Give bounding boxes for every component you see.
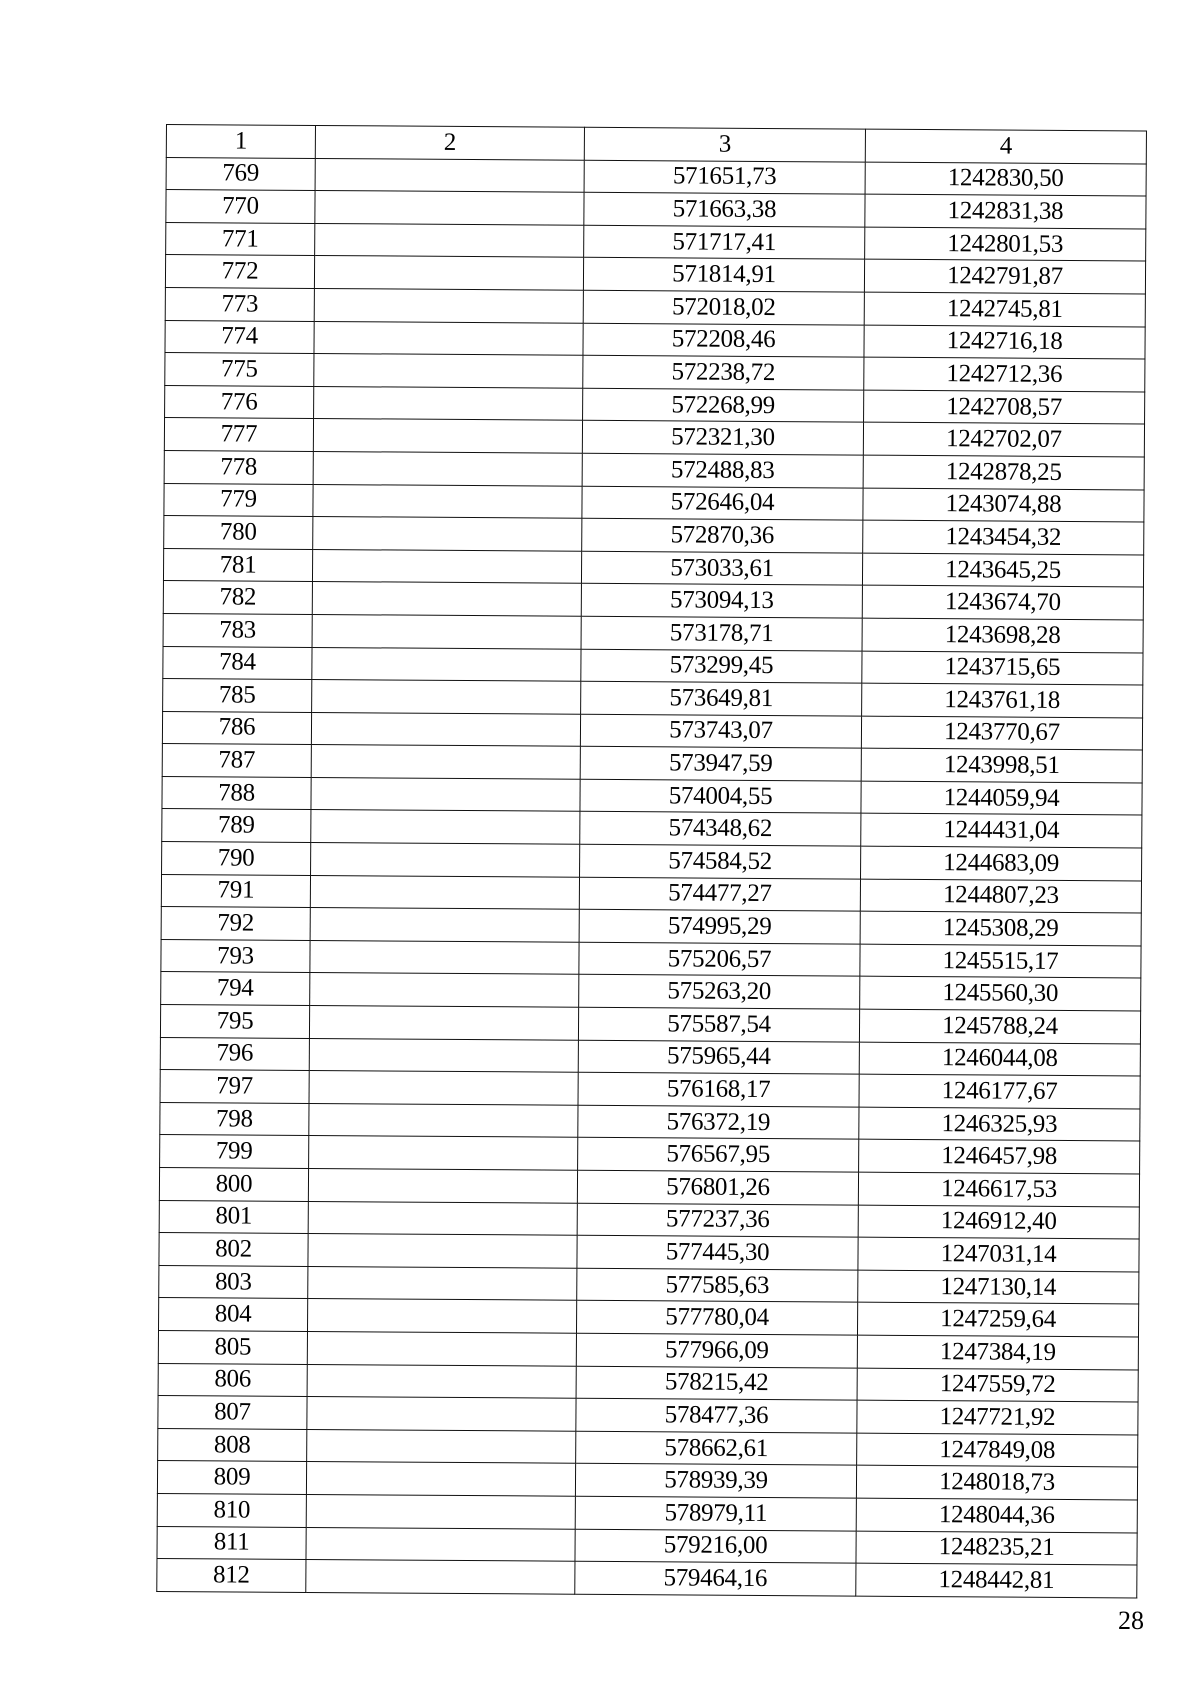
- cell-coord-y: 1243761,18: [862, 683, 1143, 717]
- cell-point-number: 798: [160, 1102, 309, 1136]
- header-col-3: 3: [584, 127, 865, 161]
- cell-coord-y: 1242831,38: [865, 194, 1146, 228]
- cell-coord-x: 572268,99: [583, 388, 864, 422]
- cell-point-number: 802: [159, 1233, 308, 1267]
- cell-empty: [311, 777, 580, 811]
- cell-empty: [307, 1397, 576, 1431]
- cell-coord-x: 575263,20: [579, 975, 860, 1009]
- cell-coord-x: 578939,39: [575, 1464, 856, 1498]
- cell-empty: [313, 484, 582, 518]
- cell-coord-x: 578979,11: [575, 1496, 856, 1530]
- cell-coord-x: 574995,29: [579, 910, 860, 944]
- cell-point-number: 807: [158, 1396, 307, 1430]
- cell-empty: [315, 223, 584, 257]
- cell-empty: [315, 191, 584, 225]
- cell-coord-x: 578477,36: [576, 1398, 857, 1432]
- cell-point-number: 811: [157, 1526, 306, 1560]
- cell-coord-x: 571651,73: [584, 160, 865, 194]
- cell-point-number: 801: [159, 1200, 308, 1234]
- cell-coord-x: 572646,04: [582, 486, 863, 520]
- cell-coord-y: 1245560,30: [860, 977, 1141, 1011]
- cell-coord-x: 576801,26: [577, 1170, 858, 1204]
- cell-coord-x: 579216,00: [575, 1529, 856, 1563]
- cell-empty: [311, 745, 580, 779]
- cell-coord-x: 572488,83: [582, 453, 863, 487]
- cell-coord-x: 574348,62: [580, 812, 861, 846]
- cell-coord-x: 575965,44: [578, 1040, 859, 1074]
- cell-coord-x: 572238,72: [583, 355, 864, 389]
- cell-coord-x: 571663,38: [584, 192, 865, 226]
- cell-empty: [307, 1429, 576, 1463]
- cell-coord-x: 577585,63: [577, 1268, 858, 1302]
- table-row: [157, 1559, 1137, 1598]
- cell-coord-x: 573033,61: [581, 551, 862, 585]
- cell-point-number: 797: [160, 1070, 309, 1104]
- cell-coord-x: 571814,91: [583, 258, 864, 292]
- cell-coord-y: 1242791,87: [864, 260, 1145, 294]
- cell-point-number: 808: [158, 1428, 307, 1462]
- cell-coord-y: 1243674,70: [862, 585, 1143, 619]
- cell-coord-x: 575587,54: [578, 1007, 859, 1041]
- cell-coord-x: 579464,16: [575, 1561, 856, 1595]
- header-col-1: 1: [166, 125, 315, 159]
- cell-empty: [308, 1266, 577, 1300]
- coordinates-table: [156, 124, 1147, 1598]
- cell-point-number: 776: [165, 385, 314, 419]
- cell-empty: [308, 1234, 577, 1268]
- cell-point-number: 790: [162, 842, 311, 876]
- cell-coord-y: 1247721,92: [857, 1400, 1138, 1434]
- cell-point-number: 796: [160, 1037, 309, 1071]
- cell-coord-x: 578662,61: [576, 1431, 857, 1465]
- cell-point-number: 793: [161, 939, 310, 973]
- cell-coord-y: 1242702,07: [863, 422, 1144, 456]
- cell-point-number: 784: [163, 646, 312, 680]
- cell-coord-y: 1248044,36: [856, 1498, 1137, 1532]
- cell-coord-x: 577237,36: [577, 1203, 858, 1237]
- cell-coord-x: 576168,17: [578, 1072, 859, 1106]
- cell-point-number: 791: [161, 874, 310, 908]
- cell-coord-y: 1246617,53: [858, 1172, 1139, 1206]
- header-col-2: 2: [315, 125, 584, 159]
- cell-empty: [310, 908, 579, 942]
- cell-coord-x: 573947,59: [580, 747, 861, 781]
- cell-empty: [309, 1136, 578, 1170]
- cell-coord-y: 1247031,14: [858, 1237, 1139, 1271]
- cell-coord-x: 577445,30: [577, 1235, 858, 1269]
- cell-empty: [310, 940, 579, 974]
- cell-coord-y: 1243698,28: [862, 618, 1143, 652]
- cell-coord-x: 573649,81: [581, 681, 862, 715]
- cell-coord-y: 1247559,72: [857, 1368, 1138, 1402]
- cell-coord-y: 1247849,08: [857, 1433, 1138, 1467]
- cell-coord-x: 576567,95: [578, 1138, 859, 1172]
- cell-point-number: 803: [159, 1265, 308, 1299]
- cell-point-number: 774: [165, 320, 314, 354]
- cell-point-number: 799: [160, 1135, 309, 1169]
- cell-empty: [311, 712, 580, 746]
- cell-coord-y: 1248018,73: [856, 1465, 1137, 1499]
- cell-coord-y: 1243074,88: [863, 488, 1144, 522]
- cell-empty: [308, 1168, 577, 1202]
- cell-coord-y: 1242712,36: [864, 357, 1145, 391]
- cell-point-number: 804: [158, 1298, 307, 1332]
- cell-empty: [314, 386, 583, 420]
- cell-coord-y: 1246044,08: [859, 1042, 1140, 1076]
- cell-coord-y: 1245515,17: [860, 944, 1141, 978]
- cell-empty: [306, 1462, 575, 1496]
- cell-empty: [312, 647, 581, 681]
- cell-coord-x: 576372,19: [578, 1105, 859, 1139]
- cell-coord-y: 1248235,21: [856, 1531, 1137, 1565]
- cell-point-number: 792: [161, 907, 310, 941]
- cell-coord-y: 1242830,50: [865, 162, 1146, 196]
- cell-coord-y: 1246912,40: [858, 1205, 1139, 1239]
- cell-coord-y: 1247259,64: [857, 1302, 1138, 1336]
- cell-point-number: 782: [163, 581, 312, 615]
- cell-point-number: 773: [165, 287, 314, 321]
- cell-empty: [314, 288, 583, 322]
- cell-empty: [309, 1071, 578, 1105]
- cell-empty: [307, 1331, 576, 1365]
- cell-point-number: 806: [158, 1363, 307, 1397]
- cell-coord-x: 575206,57: [579, 942, 860, 976]
- cell-coord-x: 577780,04: [576, 1301, 857, 1335]
- cell-point-number: 785: [163, 679, 312, 713]
- cell-empty: [307, 1299, 576, 1333]
- cell-coord-y: 1242716,18: [864, 325, 1145, 359]
- cell-coord-y: 1248442,81: [856, 1563, 1137, 1597]
- cell-point-number: 780: [164, 516, 313, 550]
- cell-empty: [311, 810, 580, 844]
- cell-point-number: 800: [159, 1167, 308, 1201]
- cell-coord-x: 571717,41: [584, 225, 865, 259]
- cell-empty: [314, 321, 583, 355]
- cell-coord-x: 574584,52: [580, 844, 861, 878]
- table-body: [157, 157, 1146, 1598]
- cell-point-number: 795: [160, 1005, 309, 1039]
- page-number: 28: [1118, 1606, 1144, 1635]
- cell-coord-y: 1247130,14: [858, 1270, 1139, 1304]
- cell-coord-y: 1246177,67: [859, 1074, 1140, 1108]
- cell-coord-y: 1244431,04: [861, 814, 1142, 848]
- cell-coord-x: 572018,02: [583, 290, 864, 324]
- cell-point-number: 805: [158, 1330, 307, 1364]
- cell-point-number: 812: [157, 1559, 306, 1593]
- cell-point-number: 794: [161, 972, 310, 1006]
- cell-point-number: 810: [157, 1493, 306, 1527]
- cell-point-number: 783: [163, 613, 312, 647]
- cell-coord-y: 1243770,67: [861, 716, 1142, 750]
- cell-coord-x: 578215,42: [576, 1366, 857, 1400]
- cell-coord-y: 1243454,32: [863, 520, 1144, 554]
- cell-point-number: 771: [166, 222, 315, 256]
- cell-coord-x: 573299,45: [581, 649, 862, 683]
- cell-coord-y: 1244807,23: [860, 879, 1141, 913]
- cell-empty: [314, 256, 583, 290]
- cell-coord-y: 1242745,81: [864, 292, 1145, 326]
- cell-point-number: 788: [162, 776, 311, 810]
- cell-coord-y: 1244683,09: [861, 846, 1142, 880]
- cell-coord-y: 1243645,25: [862, 553, 1143, 587]
- cell-coord-y: 1242801,53: [865, 227, 1146, 261]
- cell-coord-x: 572321,30: [582, 421, 863, 455]
- cell-empty: [307, 1364, 576, 1398]
- cell-point-number: 779: [164, 483, 313, 517]
- cell-coord-y: 1246325,93: [859, 1107, 1140, 1141]
- cell-coord-x: 573178,71: [581, 616, 862, 650]
- cell-point-number: 772: [165, 255, 314, 289]
- cell-coord-x: 573094,13: [581, 584, 862, 618]
- cell-coord-y: 1247384,19: [857, 1335, 1138, 1369]
- cell-coord-y: 1246457,98: [859, 1140, 1140, 1174]
- cell-coord-y: 1245788,24: [859, 1009, 1140, 1043]
- cell-coord-x: 577966,09: [576, 1333, 857, 1367]
- cell-empty: [310, 875, 579, 909]
- cell-empty: [312, 680, 581, 714]
- cell-point-number: 770: [166, 190, 315, 224]
- cell-point-number: 778: [164, 450, 313, 484]
- cell-point-number: 787: [162, 744, 311, 778]
- cell-empty: [306, 1560, 575, 1594]
- cell-empty: [315, 158, 584, 192]
- cell-empty: [311, 843, 580, 877]
- cell-empty: [312, 582, 581, 616]
- cell-point-number: 781: [163, 548, 312, 582]
- cell-coord-y: 1242708,57: [864, 390, 1145, 424]
- cell-coord-x: 574477,27: [579, 877, 860, 911]
- cell-empty: [314, 354, 583, 388]
- cell-empty: [313, 419, 582, 453]
- cell-empty: [306, 1494, 575, 1528]
- cell-point-number: 786: [162, 711, 311, 745]
- cell-empty: [312, 614, 581, 648]
- cell-empty: [306, 1527, 575, 1561]
- cell-empty: [309, 1103, 578, 1137]
- cell-empty: [312, 549, 581, 583]
- cell-coord-y: 1245308,29: [860, 911, 1141, 945]
- cell-coord-y: 1243715,65: [862, 651, 1143, 685]
- cell-empty: [313, 517, 582, 551]
- cell-empty: [309, 1038, 578, 1072]
- cell-point-number: 769: [166, 157, 315, 191]
- cell-coord-x: 573743,07: [580, 714, 861, 748]
- cell-point-number: 775: [165, 353, 314, 387]
- cell-coord-x: 572208,46: [583, 323, 864, 357]
- cell-coord-x: 574004,55: [580, 779, 861, 813]
- cell-empty: [309, 1006, 578, 1040]
- cell-coord-x: 572870,36: [582, 518, 863, 552]
- cell-empty: [308, 1201, 577, 1235]
- cell-coord-y: 1243998,51: [861, 748, 1142, 782]
- cell-empty: [313, 451, 582, 485]
- cell-point-number: 777: [164, 418, 313, 452]
- cell-point-number: 789: [162, 809, 311, 843]
- cell-point-number: 809: [157, 1461, 306, 1495]
- cell-coord-y: 1244059,94: [861, 781, 1142, 815]
- cell-coord-y: 1242878,25: [863, 455, 1144, 489]
- cell-empty: [310, 973, 579, 1007]
- header-col-4: 4: [865, 129, 1146, 163]
